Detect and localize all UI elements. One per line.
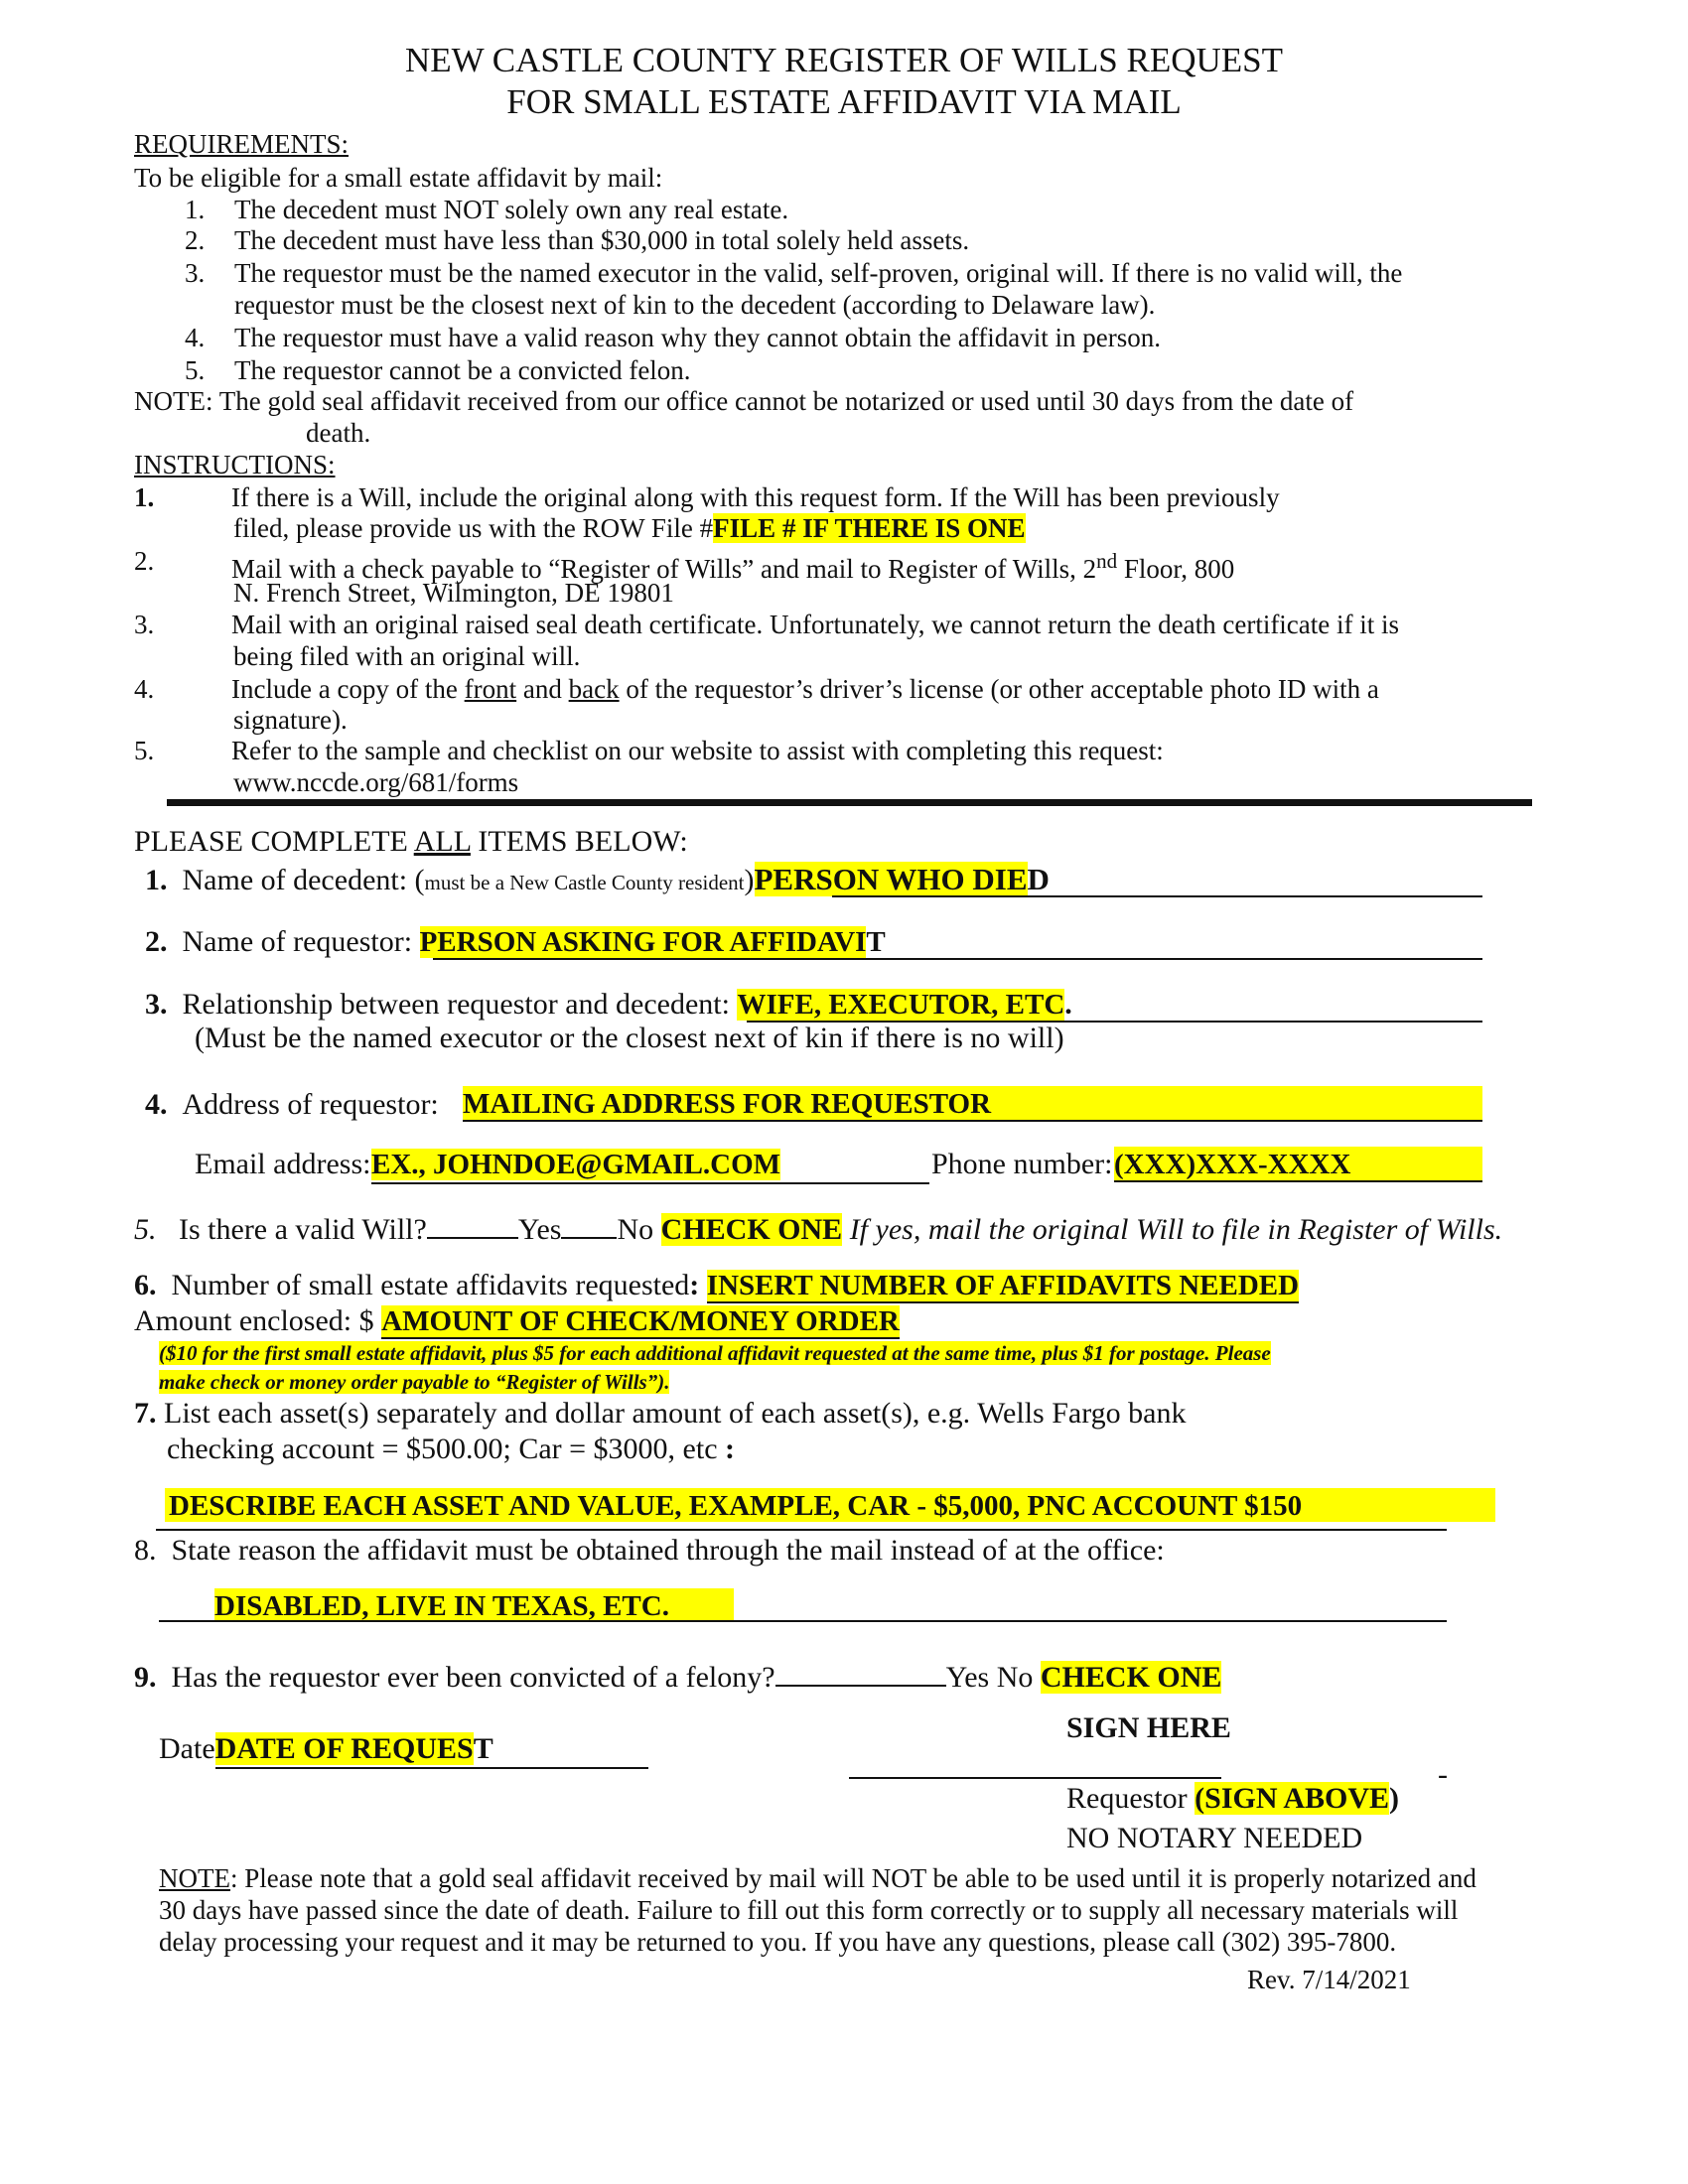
q2-label: Name of requestor: [182,925,420,958]
date-field[interactable] [215,1731,648,1769]
instr-4-text [231,672,1379,706]
req-4-num: 4. [185,323,206,352]
q5-num: 5. [134,1213,157,1246]
q6-num: 6. [134,1269,157,1301]
row-file-number-field[interactable]: FILE # IF THERE IS ONE [713,513,1026,543]
instr-1-text: If there is a Will, include the original along with this request form. If the Will has been previously [231,482,1280,512]
footer-note-label: NOTE [159,1863,230,1893]
requirements-intro: To be eligible for a small estate affidavit by mail: [134,163,663,193]
q3-label: Relationship between requestor and decedent: [182,988,738,1021]
instr-4-num: 4. [134,674,155,704]
q9-yesno: Yes No [945,1661,1041,1694]
affidavit-count-field[interactable]: INSERT NUMBER OF AFFIDAVITS NEEDED [706,1270,1300,1301]
date-tail: T [473,1732,493,1765]
no-notary: NO NOTARY NEEDED [1066,1822,1363,1854]
req-5-text: The requestor cannot be a convicted felon. [234,355,691,385]
req-3-num: 3. [185,258,206,288]
form-heading [134,824,688,860]
req-1-num: 1. [185,195,206,224]
decedent-name-field[interactable]: PERSON WHO DIE [754,862,1028,896]
page-title [0,40,1688,123]
q7-cont: checking account = $500.00; Car = $3000, etc [167,1433,726,1465]
fee-note-line-2: make check or money order payable to “Register of Wills”). [159,1370,670,1394]
q8-underline [159,1620,1447,1622]
requirements-note: NOTE: The gold seal affidavit received from our office cannot be notarized or used until 30 days from the date of [134,386,1354,416]
date-value: DATE OF REQUES [214,1732,474,1765]
sign-here: SIGN HERE [1066,1711,1231,1744]
footer-note-2: 30 days have passed since the date of death. Failure to fill out this form correctly or to supply all necessary materials will [159,1895,1459,1925]
revision-date: Rev. 7/14/2021 [1247,1965,1411,1994]
instr-3-cont: being filed with an original will. [233,641,581,671]
q8-text: State reason the affidavit must be obtained through the mail instead of at the office: [171,1534,1165,1567]
instr-5-num: 5. [134,736,155,765]
q6-row [134,1268,1299,1303]
email-field[interactable] [371,1147,929,1184]
instr-4-b: and [516,674,569,704]
instr-3-text: Mail with an original raised seal death certificate. Unfortunately, we cannot return the death certificate if it is [231,610,1400,639]
q3-note: (Must be the named executor or the closest next of kin if there is no will) [195,1022,1064,1054]
requestor-sign-label [1066,1781,1399,1817]
instr-4-front: front [464,674,517,704]
instr-1-cont-text: filed, please provide us with the ROW File # [233,513,714,543]
q2-tail: T [866,926,886,958]
address-field[interactable] [463,1086,1482,1122]
q4-num: 4. [145,1088,168,1121]
amount-row [134,1303,900,1339]
q5-note: If yes, mail the original Will to file in Register of Wills. [849,1213,1503,1246]
instr-4-back: back [568,674,620,704]
requestor-name-field[interactable]: PERSON ASKING FOR AFFIDAVI [419,926,867,958]
req-4-text: The requestor must have a valid reason why they cannot obtain the affidavit in person. [234,323,1161,352]
requirements-note-cont: death. [306,418,371,448]
instr-1-num: 1. [134,482,155,512]
q8-row [134,1533,1165,1569]
req-2-text: The decedent must have less than $30,000 in total solely held assets. [234,225,970,255]
phone-field[interactable] [1114,1147,1482,1182]
q1-num: 1. [145,864,168,896]
title-line-2: FOR SMALL ESTATE AFFIDAVIT VIA MAIL [506,82,1182,121]
email-value: EX., JOHNDOE@GMAIL.COM [371,1149,781,1180]
q1-underline [832,895,1482,897]
q7-text: List each asset(s) separately and dollar amount of each asset(s), e.g. Wells Fargo bank [164,1397,1187,1430]
instr-2-sup: nd [1096,549,1118,573]
q7-colon: : [725,1433,736,1465]
requirements-heading: REQUIREMENTS: [134,129,349,159]
q5-label: Is there a valid Will? [179,1213,427,1246]
q5-no: No [617,1213,654,1246]
req-5-num: 5. [185,355,206,385]
date-row [159,1731,648,1769]
req-1-text: The decedent must NOT solely own any real estate. [234,195,789,224]
phone-value: (XXX)XXX-XXXX [1114,1149,1351,1180]
amount-label: Amount enclosed: $ [134,1304,382,1337]
reason-value: DISABLED, LIVE IN TEXAS, ETC. [214,1590,669,1622]
assets-field[interactable] [165,1488,1495,1522]
q1-close: ) [744,864,755,896]
assets-value: DESCRIBE EACH ASSET AND VALUE, EXAMPLE, CAR - $5,000, PNC ACCOUNT $150 [169,1490,1303,1522]
q1-tail: D [1027,862,1050,896]
instr-3-num: 3. [134,610,155,639]
instr-4-a: Include a copy of the [231,674,465,704]
stray-dash: - [1438,1758,1448,1791]
q5-check-one: CHECK ONE [660,1213,843,1246]
req-3-text: The requestor must be the named executor in the valid, self-proven, original will. If there is no valid will, the [234,258,1403,288]
req-2-num: 2. [185,225,206,255]
instr-2-text-a: Mail with a check payable to “Register of Wills” and mail to Register of Wills, 2 [231,554,1097,584]
instr-2-text-b: Floor, 800 [1117,554,1235,584]
q5-row [134,1207,1502,1248]
section-divider [167,799,1532,806]
q1-small-note: must be a New Castle County resident [424,871,745,894]
form-heading-b: ITEMS BELOW: [470,825,688,858]
instr-4-c: of the requestor’s driver’s license (or other acceptable photo ID with a [619,674,1379,704]
q8-num: 8. [134,1534,157,1567]
footer-note-3: delay processing your request and it may be returned to you. If you have any questions, please call (302) 395-7800. [159,1927,1397,1957]
relationship-field[interactable]: WIFE, EXECUTOR, ETC [737,989,1065,1021]
date-label: Date [159,1732,215,1765]
q5-no-blank[interactable] [561,1207,617,1239]
phone-label: Phone number: [931,1148,1113,1180]
q5-yes-blank[interactable] [427,1207,518,1239]
instr-1-cont [233,511,1026,545]
instr-2-num: 2. [134,546,155,576]
q5-yes: Yes [517,1213,562,1246]
form-heading-a: PLEASE COMPLETE [134,825,414,858]
q7-underline [156,1529,1447,1531]
requestor-label: Requestor [1066,1782,1196,1815]
req-3-cont: requestor must be the closest next of kin to the decedent (according to Delaware law). [234,290,1156,320]
requestor-close: ) [1389,1782,1400,1815]
amount-field[interactable]: AMOUNT OF CHECK/MONEY ORDER [381,1305,900,1337]
q6-label: Number of small estate affidavits requested [171,1269,690,1301]
footer-note-text-1: : Please note that a gold seal affidavit received by mail will NOT be able to be used until it is properly notarized and [229,1863,1477,1893]
reason-field[interactable] [214,1588,734,1622]
q4-row [145,1087,439,1123]
fee-note [159,1339,1271,1397]
q3-num: 3. [145,988,168,1021]
q9-row [134,1655,1221,1696]
instr-4-cont: signature). [233,705,348,735]
signature-line[interactable] [849,1777,1221,1779]
title-line-1: NEW CASTLE COUNTY REGISTER OF WILLS REQUEST [404,41,1284,79]
form-heading-all: ALL [413,825,471,858]
address-value: MAILING ADDRESS FOR REQUESTOR [463,1088,992,1120]
q9-blank[interactable] [775,1655,946,1687]
q7-cont-row [167,1432,735,1467]
q2-underline [433,958,1482,960]
q2-num: 2. [145,925,168,958]
fee-note-line-1: ($10 for the first small estate affidavit, plus $5 for each additional affidavit requested at the same time, plus $1 for postage. Please [159,1341,1271,1365]
instr-5-text: Refer to the sample and checklist on our website to assist with completing this request: [231,736,1164,765]
q3-row [145,987,1072,1023]
q9-check-one: CHECK ONE [1040,1661,1222,1694]
email-label: Email address: [195,1148,371,1180]
q7-row [134,1396,1186,1432]
instr-2-cont: N. French Street, Wilmington, DE 19801 [233,578,674,608]
q3-tail: . [1064,988,1072,1021]
q6-colon: : [689,1269,707,1301]
requestor-sign-above: (SIGN ABOVE [1195,1782,1390,1815]
q9-text: Has the requestor ever been convicted of a felony? [171,1661,775,1694]
q1-label: Name of decedent: ( [182,864,425,896]
q4-label: Address of requestor: [182,1088,439,1121]
q2-row [145,924,886,960]
footer-note-1 [159,1861,1477,1895]
website-link[interactable]: www.nccde.org/681/forms [233,767,519,797]
instructions-heading: INSTRUCTIONS: [134,450,336,479]
q9-num: 9. [134,1661,157,1694]
q7-num: 7. [134,1397,157,1430]
